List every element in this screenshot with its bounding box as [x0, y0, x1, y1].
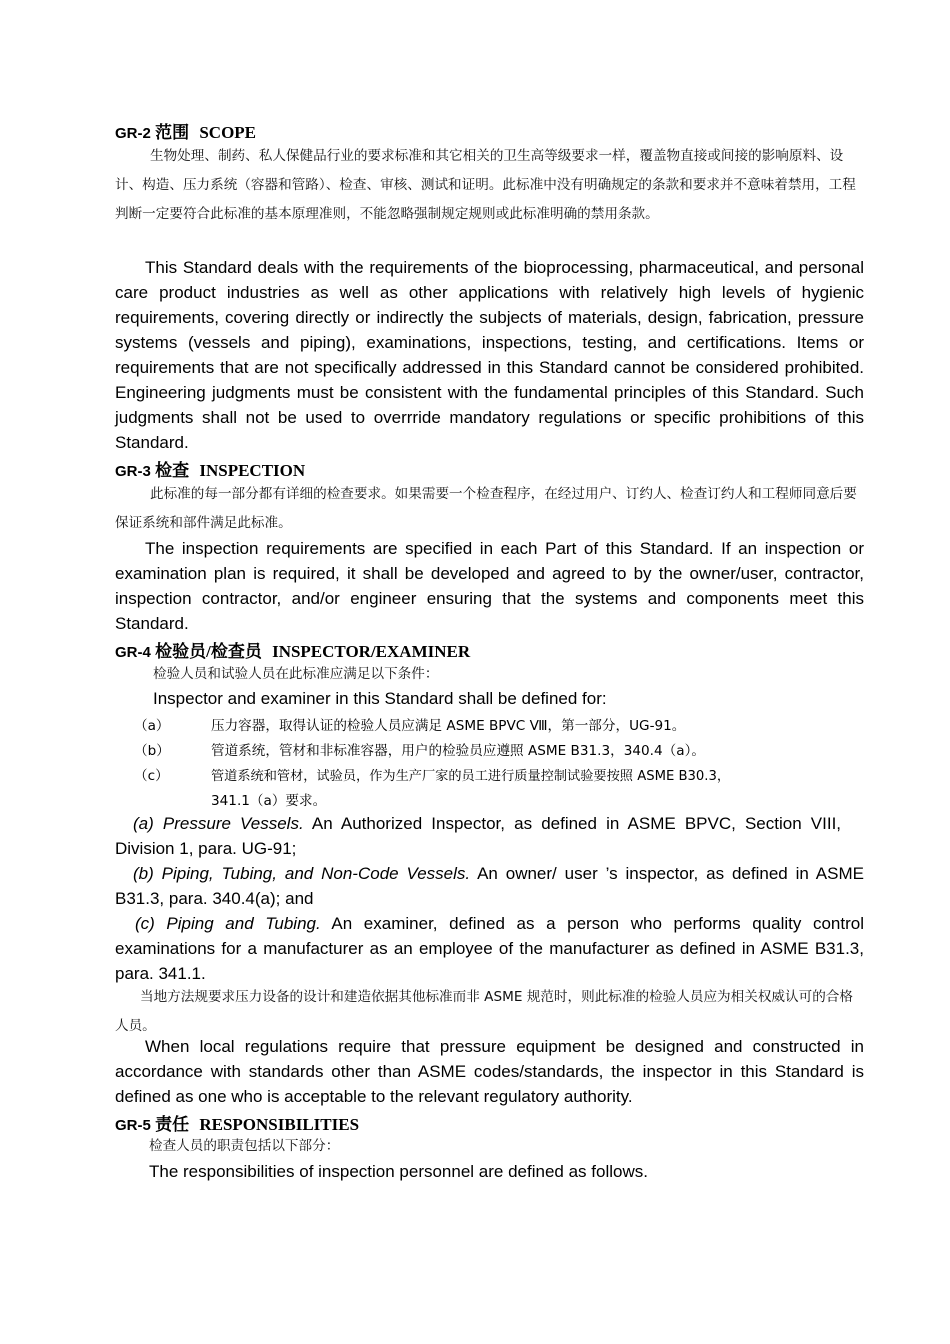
heading-english: INSPECTOR/EXAMINER: [272, 642, 471, 661]
inspection-chinese-paragraph: 此标准的每一部分都有详细的检查要求。如果需要一个检查程序，在经过用户、订约人、检查订约人和工程师同意后要保证系统和部件满足此标准。: [115, 486, 857, 531]
heading-chinese: 责任: [155, 1115, 190, 1134]
inspector-chinese-intro: 检验人员和试验人员在此标准应满足以下条件：: [153, 666, 439, 682]
heading-english: RESPONSIBILITIES: [199, 1115, 360, 1134]
section-heading-gr2: [115, 118, 256, 143]
heading-chinese: 范围: [155, 123, 190, 142]
local-regulations-english-paragraph: When local regulations require that pressure equipment be designed and constructed in accordance with standards other than ASME codes/standards, the inspector in this Standard is defined as one who is acceptable to the relevant regulatory authority.: [115, 1037, 864, 1106]
section-heading-gr4: [115, 637, 470, 662]
heading-number: GR-5: [115, 1117, 151, 1134]
heading-number: GR-4: [115, 644, 151, 661]
item-text: 管道系统，管材和非标准容器，用户的检验员应遵照 ASME B31.3，340.4（a）。: [211, 743, 705, 759]
item-text: 压力容器，取得认证的检验人员应满足 ASME BPVC Ⅷ，第一部分，UG-91。: [211, 718, 686, 734]
item-mark: （b）: [134, 743, 170, 759]
item-mark: （c）: [134, 768, 169, 784]
inspector-english-item-b: [115, 861, 864, 911]
scope-english-paragraph: This Standard deals with the requirements of the bioprocessing, pharmaceutical, and personal care product industries as well as other applications with relatively high levels of hygienic requirements, covering directly or indirectly the subjects of materials, design, fabrication, pressure systems (vessels and piping), examinations, inspections, testing, and certifications. Items or requirements that are not specifically addressed in this Standard cannot be considered prohibited. Engineering judgments must be consistent with the fundamental principles of this Standard. Such judgments shall not be used to overrride mandatory regulations or specific prohibitions of this Standard.: [115, 258, 864, 452]
item-text: An examiner, defined as a person who performs quality control examinations for a manufacturer as an employee of the manufacturer as defined in ASME B31.3, para. 341.1.: [115, 914, 864, 983]
item-text: An owner/ user ’s inspector, as defined in ASME B31.3, para. 340.4(a); and: [115, 864, 864, 908]
responsibilities-english-intro: The responsibilities of inspection personnel are defined as follows.: [149, 1162, 648, 1181]
inspector-english-item-c: [115, 911, 864, 986]
inspector-english-intro: Inspector and examiner in this Standard shall be defined for:: [153, 689, 607, 708]
item-text: An Authorized Inspector, as defined in ASME BPVC, Section VIII, Division 1, para. UG-91;: [115, 814, 865, 858]
item-label: (b) Piping, Tubing, and Non-Code Vessels.: [133, 864, 471, 883]
item-mark: （a）: [134, 718, 170, 734]
inspector-chinese-item-a: [134, 714, 685, 734]
inspector-chinese-item-b: [134, 739, 705, 759]
heading-number: GR-3: [115, 463, 151, 480]
inspector-chinese-item-c: [134, 764, 730, 784]
item-label: (c) Piping and Tubing.: [135, 914, 321, 933]
inspector-english-item-a: [115, 811, 864, 861]
item-label: (a) Pressure Vessels.: [133, 814, 304, 833]
heading-english: SCOPE: [199, 123, 257, 142]
heading-english: INSPECTION: [199, 461, 306, 480]
inspector-chinese-item-c-continued: 341.1（a）要求。: [211, 793, 327, 809]
responsibilities-chinese-intro: 检查人员的职责包括以下部分：: [149, 1138, 340, 1154]
heading-chinese: 检验员/检查员: [155, 642, 262, 661]
scope-chinese-paragraph: 生物处理、制药、私人保健品行业的要求标准和其它相关的卫生高等级要求一样，覆盖物直接或间接的影响原料、设计、构造、压力系统（容器和管路）、检查、审核、测试和证明。此标准中没有明确规定的条款和要求并不意味着禁用，工程判断一定要符合此标准的基本原理准则，不能忽略强制规定规则或此标准明确的禁用条款。: [115, 148, 856, 222]
local-regulations-chinese-paragraph: 当地方法规要求压力设备的设计和建造依据其他标准而非 ASME 规范时，则此标准的检验人员应为相关权威认可的合格人员。: [115, 989, 853, 1034]
inspection-english-paragraph: The inspection requirements are specified in each Part of this Standard. If an inspection or examination plan is required, it shall be developed and agreed to by the owner/user, contractor, inspection contractor, and/or engineer ensuring that the systems and components meet this Standard.: [115, 539, 864, 633]
heading-chinese: 检查: [155, 461, 190, 480]
heading-number: GR-2: [115, 125, 151, 142]
item-text: 管道系统和管材，试验员，作为生产厂家的员工进行质量控制试验要按照 ASME B30.3，: [211, 769, 731, 784]
section-heading-gr3: [115, 456, 305, 481]
